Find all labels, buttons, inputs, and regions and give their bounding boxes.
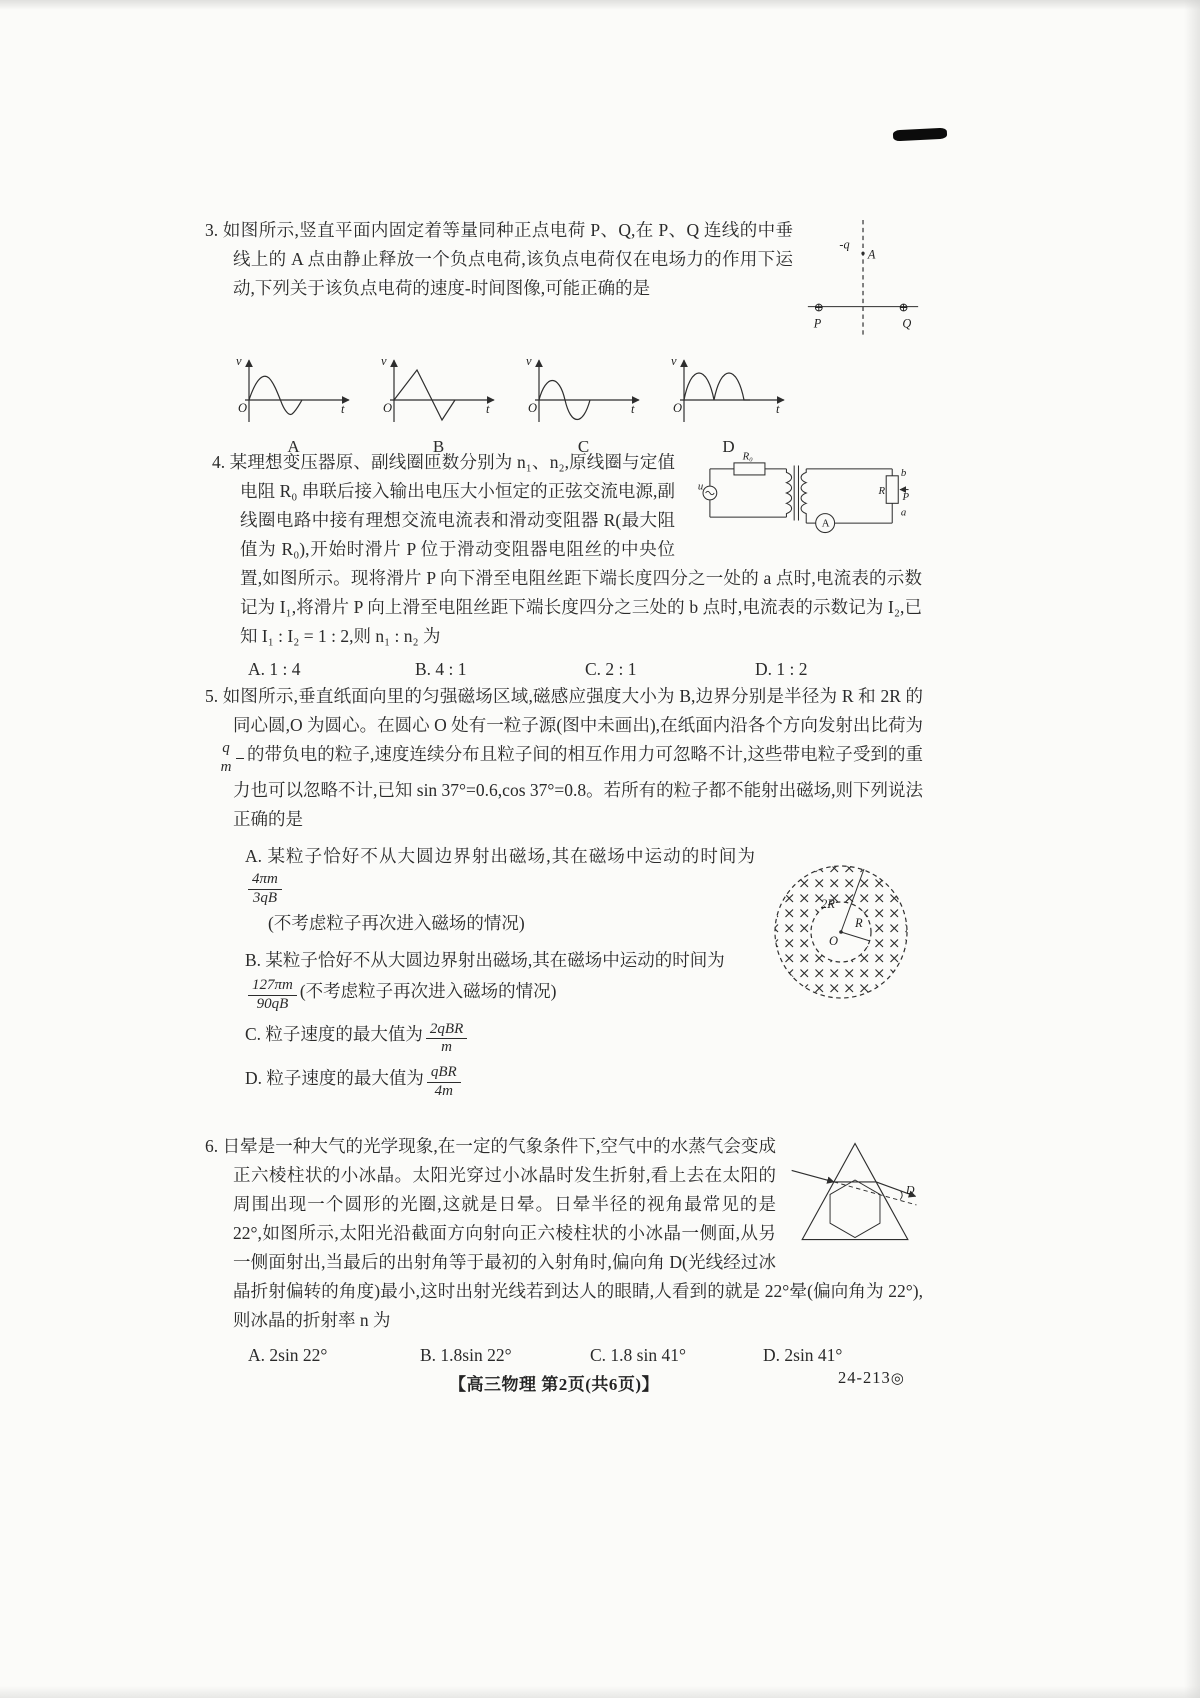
option-a-fraction: $\frac{4\pi m}{3qB}$ xyxy=(248,872,282,907)
ammeter-label: A xyxy=(821,517,830,530)
resistor-r0-label: R₀ xyxy=(742,450,753,463)
scan-artifact xyxy=(893,128,948,142)
q3-answer-graphs xyxy=(205,350,923,461)
q4-option-b: B. 4 : 1 xyxy=(415,659,467,679)
q6-option-b: B. 1.8sin 22° xyxy=(420,1345,512,1365)
primary-coil xyxy=(786,469,791,517)
slider-p-label: P xyxy=(902,490,910,503)
charge-p-label: P xyxy=(813,316,822,331)
q4-options xyxy=(212,655,922,684)
question-6 xyxy=(205,1132,923,1370)
radius-r-line xyxy=(841,932,870,941)
axis-origin: O xyxy=(383,401,393,415)
question-4-text: 4. 某理想变压器原、副线圈匝数分别为 n₁、n₂,原线圈与定值电阻 R₀ 串联后接入输出电压大小恒定的正弦交流电源,副线圈电路中接有理想交流电流表和滑动变阻器 R(最大阻值为 R₀),开始时滑片 P 位于滑动变阻器电阻丝的中央位置,如图所示。现将滑片 P 向下滑至电阻丝距下端长度四分之一处的 a 点时,电流表的示数记为 I₁,将滑片 P 向上滑至电阻丝距下端长度四分之三处的 b 点时,电流表的示数记为 I₂,已知 I₁ : I₂ = 1 : 2,则 n₁ : n₂ 为 xyxy=(212,452,922,646)
q4-circuit-diagram xyxy=(687,450,922,536)
tap-b-label: b xyxy=(900,466,907,479)
outer-radius-label: 2R xyxy=(821,896,835,911)
q4-option-d: D. 1 : 2 xyxy=(755,659,808,679)
q6-option-a: A. 2sin 22° xyxy=(248,1345,328,1365)
q3-graph-option-a xyxy=(231,350,356,461)
source-voltage-label: u xyxy=(697,480,704,493)
hexagon-crystal xyxy=(830,1180,880,1238)
rheostat xyxy=(886,476,898,504)
option-b-fraction: $\frac{127\pi m}{90qB}$ xyxy=(248,978,297,1013)
question-5-text xyxy=(205,682,923,834)
inner-radius-label: R xyxy=(855,915,863,930)
question-4 xyxy=(212,448,922,684)
question-3 xyxy=(205,216,923,461)
scan-artifact xyxy=(1184,0,1200,1698)
incident-ray xyxy=(792,1170,834,1182)
axis-label-t: t xyxy=(486,402,490,416)
graph-label: B xyxy=(432,437,445,456)
axis-label-t: t xyxy=(631,402,635,416)
footer-mark-icon: ◎ xyxy=(890,1371,905,1387)
q5-options xyxy=(205,842,923,1100)
scan-artifact xyxy=(0,0,1200,10)
charge-mass-ratio-fraction: $\frac{q}{m}$ xyxy=(236,741,244,776)
q5-option-a-note: (不考虑粒子再次进入磁场的情况) xyxy=(268,912,525,933)
axis-origin: O xyxy=(238,401,248,415)
q6-ice-crystal-diagram xyxy=(788,1132,923,1252)
q6-option-d: D. 2sin 41° xyxy=(763,1345,843,1365)
q5-option-d: D. 粒子速度的最大值为 $\frac{\text{qBR}}{4m}$ xyxy=(245,1064,923,1100)
q5-option-b-continued: $\frac{127\pi m}{90qB}$ (不考虑粒子再次进入磁场的情况) xyxy=(245,977,923,1013)
center-dot xyxy=(839,930,843,934)
axis-label-v: v xyxy=(671,354,677,368)
point-a-dot xyxy=(861,252,864,255)
plus-charge-icon: ⊕ xyxy=(898,300,909,315)
q6-option-c: C. 1.8 sin 41° xyxy=(590,1345,686,1365)
tap-a-label: a xyxy=(900,506,907,519)
axis-label-v: v xyxy=(381,354,387,368)
prism-triangle xyxy=(802,1144,908,1240)
graph-label: D xyxy=(722,437,735,456)
option-c-fraction: $\frac{\text{2qBR}}{m}$ xyxy=(426,1022,467,1057)
axis-label-t: t xyxy=(776,402,780,416)
vt-curve xyxy=(394,370,455,420)
q5-magnetic-field-diagram xyxy=(767,846,919,1014)
q3-graph-option-d xyxy=(666,350,791,461)
rheostat-label: R xyxy=(878,484,886,497)
q5-text-part2: 的带负电的粒子,速度连续分布且粒子间的相互作用力可忽略不计,这些带电粒子受到的重力也可以忽略不计,已知 sin 37°=0.6,cos 37°=0.8。若所有的粒子都不能射出磁场,则下列说法正确的是 xyxy=(233,744,923,829)
point-a-label: A xyxy=(867,247,876,262)
secondary-coil xyxy=(801,469,806,517)
q5-option-c: C. 粒子速度的最大值为 $\frac{\text{2qBR}}{m}$ xyxy=(245,1020,923,1056)
axis-origin: O xyxy=(673,401,683,415)
footer-page-info: 【高三物理 第2页(共6页)】 xyxy=(449,1375,660,1394)
charge-q-label: Q xyxy=(902,316,912,331)
axis-label-v: v xyxy=(236,354,242,368)
q5-option-a: A. 某粒子恰好不从大圆边界射出磁场,其在磁场中运动的时间为 $\frac{4\pi m}{3qB}$ xyxy=(245,845,755,906)
resistor-r0 xyxy=(734,463,765,475)
axis-origin: O xyxy=(528,401,538,415)
vt-curve xyxy=(249,376,302,414)
plus-charge-icon: ⊕ xyxy=(813,300,825,315)
axis-label-v: v xyxy=(526,354,532,368)
q5-option-b: B. 某粒子恰好不从大圆边界射出磁场,其在磁场中运动的时间为 xyxy=(245,949,725,970)
deviation-angle-label: D xyxy=(905,1182,915,1197)
scan-artifact xyxy=(0,1686,1200,1698)
option-d-fraction: $\frac{\text{qBR}}{4m}$ xyxy=(427,1065,461,1100)
deviation-angle-arc xyxy=(900,1191,902,1200)
q5-text-part1: 5. 如图所示,垂直纸面向里的匀强磁场区域,磁感应强度大小为 B,边界分别是半径为 R 和 2R 的同心圆,O 为圆心。在圆心 O 处有一粒子源(图中未画出),在纸面内沿各个方向发射出比荷为 xyxy=(205,686,923,735)
question-3-text: 3. 如图所示,竖直平面内固定着等量同种正点电荷 P、Q,在 P、Q 连线的中垂线上的 A 点由静止释放一个负点电荷,该负点电荷仅在电场力的作用下运动,下列关于该负点电荷的速度-时间图像,可能正确的是 xyxy=(205,220,793,298)
q6-options xyxy=(205,1341,923,1370)
vt-curve xyxy=(684,373,750,400)
graph-label: C xyxy=(577,437,590,456)
question-6-text: 6. 日晕是一种大气的光学现象,在一定的气象条件下,空气中的水蒸气会变成正六棱柱状的小冰晶。太阳光穿过小冰晶时发生折射,看上去在太阳的周围出现一个圆形的光圈,这就是日晕。日晕半径的视角最常见的是 22°,如图所示,太阳光沿截面方向射向正六棱柱状的小冰晶一侧面,从另一侧面射出,当最后的出射角等于最初的入射角时,偏向角 D(光线经过冰晶折射偏转的角度)最小,这时出射光线若到达人的眼睛,人看到的就是 22°晕(偏向角为 22°),则冰晶的折射率 n 为 xyxy=(205,1136,923,1330)
graph-label: A xyxy=(287,437,300,456)
question-5 xyxy=(205,682,923,1100)
charge-label: -q xyxy=(839,237,850,252)
q3-graph-option-b xyxy=(376,350,501,461)
center-label: O xyxy=(829,933,839,948)
footer-code: 24-213◎ xyxy=(838,1368,905,1387)
q4-option-c: C. 2 : 1 xyxy=(585,659,637,679)
q3-graph-option-c xyxy=(521,350,646,461)
axis-label-t: t xyxy=(341,402,345,416)
q4-option-a: A. 1 : 4 xyxy=(248,659,301,679)
q3-charges-diagram xyxy=(805,216,923,344)
